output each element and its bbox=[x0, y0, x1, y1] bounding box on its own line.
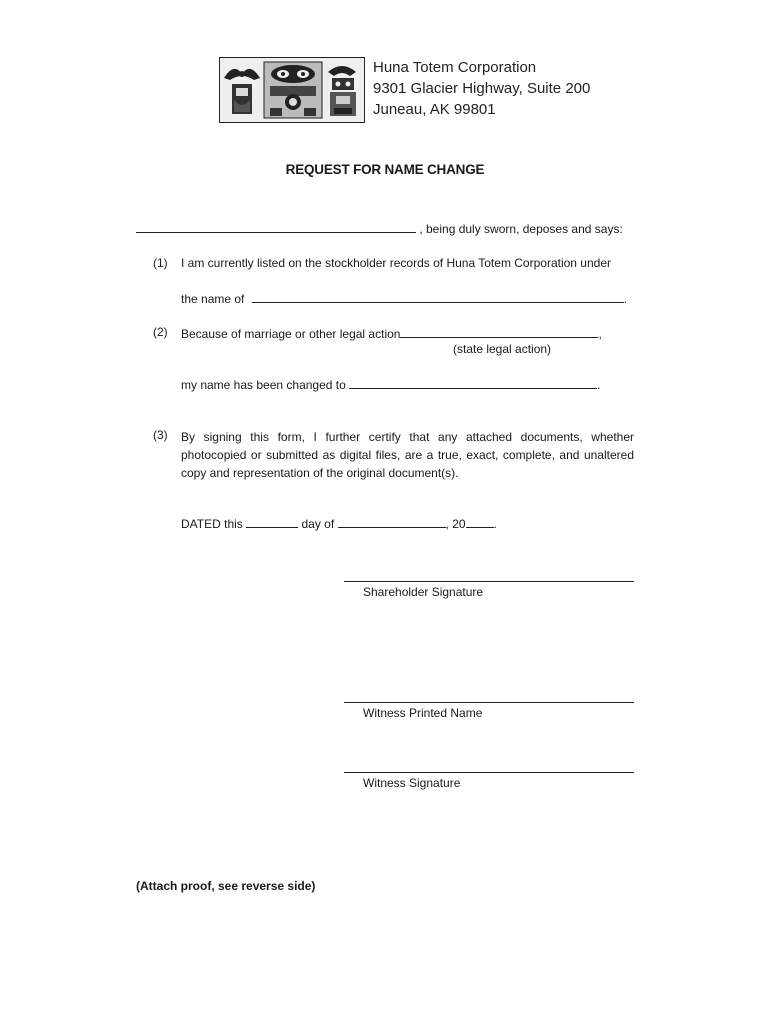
witness-printed-name-label: Witness Printed Name bbox=[363, 706, 483, 720]
new-name-blank-field[interactable] bbox=[349, 376, 597, 389]
day-blank-field[interactable] bbox=[246, 515, 298, 528]
item1-number: (1) bbox=[153, 256, 168, 270]
item2-changed-line bbox=[181, 376, 600, 392]
item2-number: (2) bbox=[153, 325, 168, 339]
changed-period: . bbox=[597, 378, 601, 392]
huna-totem-logo bbox=[219, 57, 365, 123]
legal-action-hint: (state legal action) bbox=[453, 342, 552, 356]
dated-period: . bbox=[493, 517, 497, 531]
item2-prefix: Because of marriage or other legal action bbox=[181, 327, 401, 341]
witness-printed-name-line[interactable] bbox=[344, 702, 634, 703]
dated-prefix: DATED this bbox=[181, 517, 243, 531]
item1-line1: I am currently listed on the stockholder records of Huna Totem Corporation under bbox=[181, 256, 611, 270]
attach-proof-note: (Attach proof, see reverse side) bbox=[136, 879, 316, 893]
day-of-label: day of bbox=[301, 517, 335, 531]
witness-signature-label: Witness Signature bbox=[363, 776, 461, 790]
company-name: Huna Totem Corporation bbox=[373, 59, 537, 76]
changed-prefix: my name has been changed to bbox=[181, 378, 346, 392]
item1-name-prefix: the name of bbox=[181, 292, 245, 306]
item1-line2 bbox=[181, 290, 627, 306]
dated-line bbox=[181, 515, 497, 531]
item1-period: . bbox=[623, 292, 628, 306]
intro-line bbox=[136, 220, 623, 236]
legal-action-blank-field[interactable] bbox=[400, 325, 598, 338]
item2-comma: , bbox=[598, 327, 602, 341]
shareholder-signature-label: Shareholder Signature bbox=[363, 585, 484, 599]
current-name-blank-field[interactable] bbox=[252, 290, 624, 303]
year-blank-field[interactable] bbox=[466, 515, 494, 528]
item3-certification-text: By signing this form, I further certify that any attached documents, whether photocopied or submitted as digital files, are a true, exact, complete, and unaltered copy and representation of the original document(s). bbox=[181, 430, 634, 480]
shareholder-signature-line[interactable] bbox=[344, 581, 634, 582]
item3-number: (3) bbox=[153, 428, 168, 442]
intro-suffix: , being duly sworn, deposes and says: bbox=[419, 222, 623, 236]
address-line-1: 9301 Glacier Highway, Suite 200 bbox=[373, 80, 591, 97]
address-line-2: Juneau, AK 99801 bbox=[373, 101, 496, 118]
item2-line1 bbox=[181, 325, 602, 341]
document-title: REQUEST FOR NAME CHANGE bbox=[285, 162, 485, 177]
month-blank-field[interactable] bbox=[338, 515, 446, 528]
name-blank-field[interactable] bbox=[136, 220, 416, 233]
year-prefix: , 20 bbox=[445, 517, 466, 531]
witness-signature-line[interactable] bbox=[344, 772, 634, 773]
